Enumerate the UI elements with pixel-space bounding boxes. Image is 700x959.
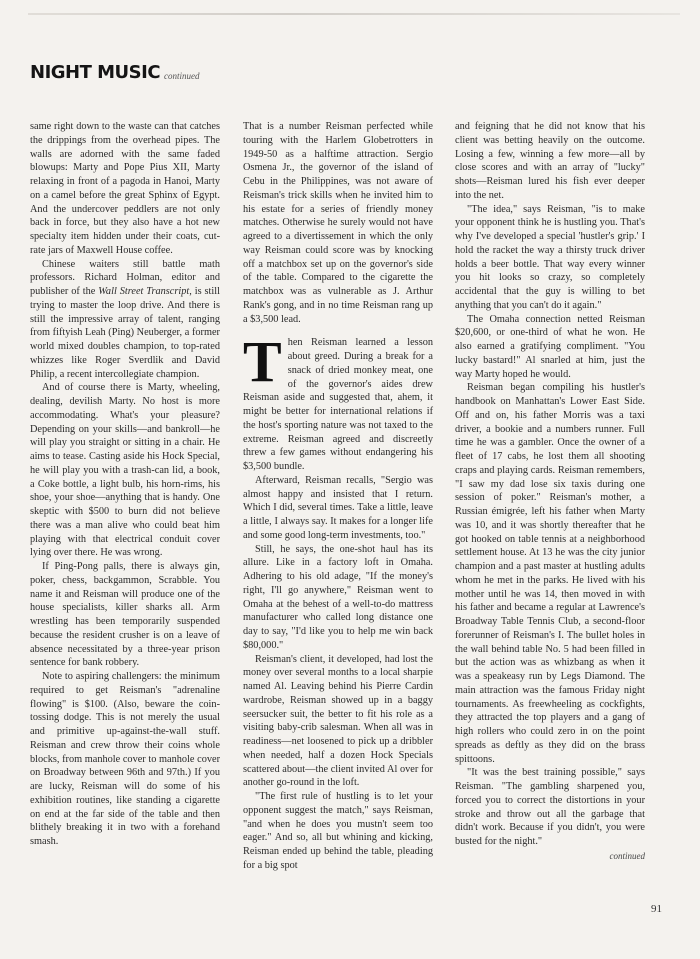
paragraph: "The first rule of hustling is to let your opponent suggest the match," says Reisman, "and when he does you mustn't seem too eager." And so, all but whining and kicking, Reisman ended up behind the table, pleading for a big spot (243, 791, 433, 871)
paragraph: same right down to the waste can that catches the drippings from the overhead pipes. The walls are adorned with the same faded blowups: Marty and Pope Pius XII, Marty relaxing in front of a pagoda in Hanoi, Marty on a camel before the great Sphinx of Egypt. And the undercover peddlers are not only back in force, but they also have a hot new specialty item hidden under their coats, cut-rate jars of Maxwell House coffee. (30, 121, 220, 256)
paragraph: That is a number Reisman perfected while touring with the Harlem Globetrotters in 1949-50 as a halftime attraction. Sergio Osmena Jr., the governor of the island of Cebu in the Philippines, was not aware of Reisman's trick skills when he invited him to his estate for a series of friendly money matches. Otherwise he surely would not have agreed to a divertissement in which the only way Reisman could score was by knocking off a matchbox set up on the governor's side of the table. Compared to the cigarette the matchbox was as vulnerable as J. Arthur Rank's gong, and in no time Reisman rang up a $3,500 lead. (243, 121, 433, 325)
paragraph: If Ping-Pong palls, there is always gin, poker, chess, backgammon, Scrabble. You name it and Reisman will produce one of the house specialists, killer sharks all. Arm wrestling has been temporarily suspended because the resident crusher is on a leave of absence necessitated by a three-year prison sentence for bank robbery. (30, 561, 220, 669)
paragraph: Reisman's client, it developed, had lost the money over several months to a local sharpie named Al. Leaving behind his Pierre Cardin wardrobe, Reisman showed up in a baggy seersucker suit, the better to fit his role as a visiting baby-crib salesman. When all was in readiness—net loosened to pick up a dribbler when needed, half a dozen Hock Specials scattered about—the client invited Al over for another go-round in the loft. (243, 653, 433, 789)
drop-cap: T (243, 329, 282, 395)
paragraph: and feigning that he did not know that his client was betting heavily on the outcome. Losing a few, winning a few more—all by close scores and with an array of "lucky" shots—Reisman lured his fish ever deeper into the net. (455, 121, 645, 201)
paragraph: Afterward, Reisman recalls, "Sergio was almost happy and insisted that I return. Which I did, several times. Take a little, leave a little, I always say. It makes for a longer life and some good long-term investments, too." (243, 474, 433, 541)
paragraph: "The idea," says Reisman, "is to make your opponent think he is hustling you. That's why I've developed a special 'hustler's grip.' I hold the racket the way a thirsty truck driver holds a beer bottle. That way every winner you hit looks so crazy, so completely accidental that the guy is willing to bet anything that you can't do it again." (455, 203, 645, 311)
column-1 (30, 120, 220, 849)
section-header (30, 60, 200, 82)
section-title: NIGHT MUSIC (30, 62, 161, 83)
paragraph: The Omaha connection netted Reisman $20,600, or one-third of what he won. He also earned a gratifying compliment. "You lucky bastard!" Al snarled at him, just the way Marty hoped he would. (455, 313, 645, 380)
text-run: hen Reisman learned a lesson about greed. During a break for a snack of dried monkey meat, one of the governor's aides drew Reisman aside and suggested that, ahem, it might be better for international relations if the host's sporting nature was not taxed to the extreme. Reisman agreed and discreetly threw a few games without endangering his $3,500 bundle. (243, 337, 433, 472)
paragraph (30, 258, 220, 382)
paragraph: Reisman began compiling his hustler's handbook on Manhattan's Lower East Side. Off and on, his father Morris was a taxi driver, a bookie and a numbers runner. Full time he was a gambler. Once the owner of a fleet of 17 cabs, he lost them all shooting craps and playing cards. Reisman remembers, "I saw my dad lose six taxis during one session of poker." Reisman's mother, a Russian émigrée, left his father when Marty was 10, and it was shortly thereafter that he got hooked on table tennis at a neighborhood settlement house. At 13 he was the city junior champion and a past master at hustling adults whom he met in the parks. He lived with his mother until he was 14, then moved in with his father and became a regular at Lawrence's Broadway Table Tennis Club, a second-floor forerunner of Reisman's I. The bullet holes in the wall behind table No. 5 had been filled in but the action was as whizbang as when it was a speakeasy run by Legs Diamond. The main attraction was the famous Friday night tournaments. As freewheeling as cockfights, they attracted the top players and a gang of high rollers who could zero in on the point spreads as deftly as they did on the brass spittoons. (455, 382, 645, 765)
top-rule (28, 13, 680, 15)
paragraph: "It was the best training possible," says Reisman. "The gambling sharpened you, forced you to correct the distortions in your stroke and throw out all the garbage that didn't work. Because if you didn't, you were busted for the night." (455, 767, 645, 847)
publication-title: Wall Street Transcript (98, 286, 190, 297)
text-run: , is still trying to master the loop drive. And there is still the impressive array of talent, ranging from fiftyish Leah (Ping) Neuberger, a former world mixed doubles champion, to top-rated whizzes like Roger Sverdlik and David Philip, a recent intercollegiate champion. (30, 286, 221, 380)
paragraph: And of course there is Marty, wheeling, dealing, devilish Marty. No host is more accommodating. What's your pleasure? Depending on your skills—and bankroll—he will play you straight or sitting in a chair. He aims to tease. Casting aside his Hock Special, he will play you with a trash-can lid, a book, a Coke bottle, a light bulb, his horn-rims, his shoe, your shoe—anything that is handy. One skeptic with $500 to burn did not believe there was a man alive who could beat him playing with that electrical conduit cover lying over there. He was wrong. (30, 382, 220, 559)
column-3 (455, 120, 645, 864)
page-number: 91 (651, 903, 662, 915)
paragraph: Still, he says, the one-shot haul has its allure. Like in a factory loft in Omaha. Adhering to his old adage, "If the money's right, I'll go anywhere," Reisman went to Omaha at the behest of a well-to-do mattress manufacturer who called long distance one day to say, "I'd like you to help me win back $80,000." (243, 543, 433, 651)
column-2 (243, 120, 433, 873)
paragraph: Note to aspiring challengers: the minimum required to get Reisman's "adrenaline flowing" is $100. (Also, beware the coin-tossing dodge. This is not merely the usual and primitive up-against-the-wall stuff. Reisman and crew throw their coins whole blocks, from manhole cover to manhole cover on Broadway between 96th and 97th.) If you are lucky, Reisman will do some of his exhibition routines, like standing a cigarette on end at the far side of the table and then blithely breaking it in two with a forehand smash. (30, 671, 220, 847)
continued-footer-label: continued (609, 850, 645, 861)
text-run: Chinese waiters still battle math professors. Richard Holman, editor and publisher of the (30, 258, 220, 297)
paragraph-with-dropcap (243, 329, 433, 474)
continued-label: continued (164, 71, 200, 81)
